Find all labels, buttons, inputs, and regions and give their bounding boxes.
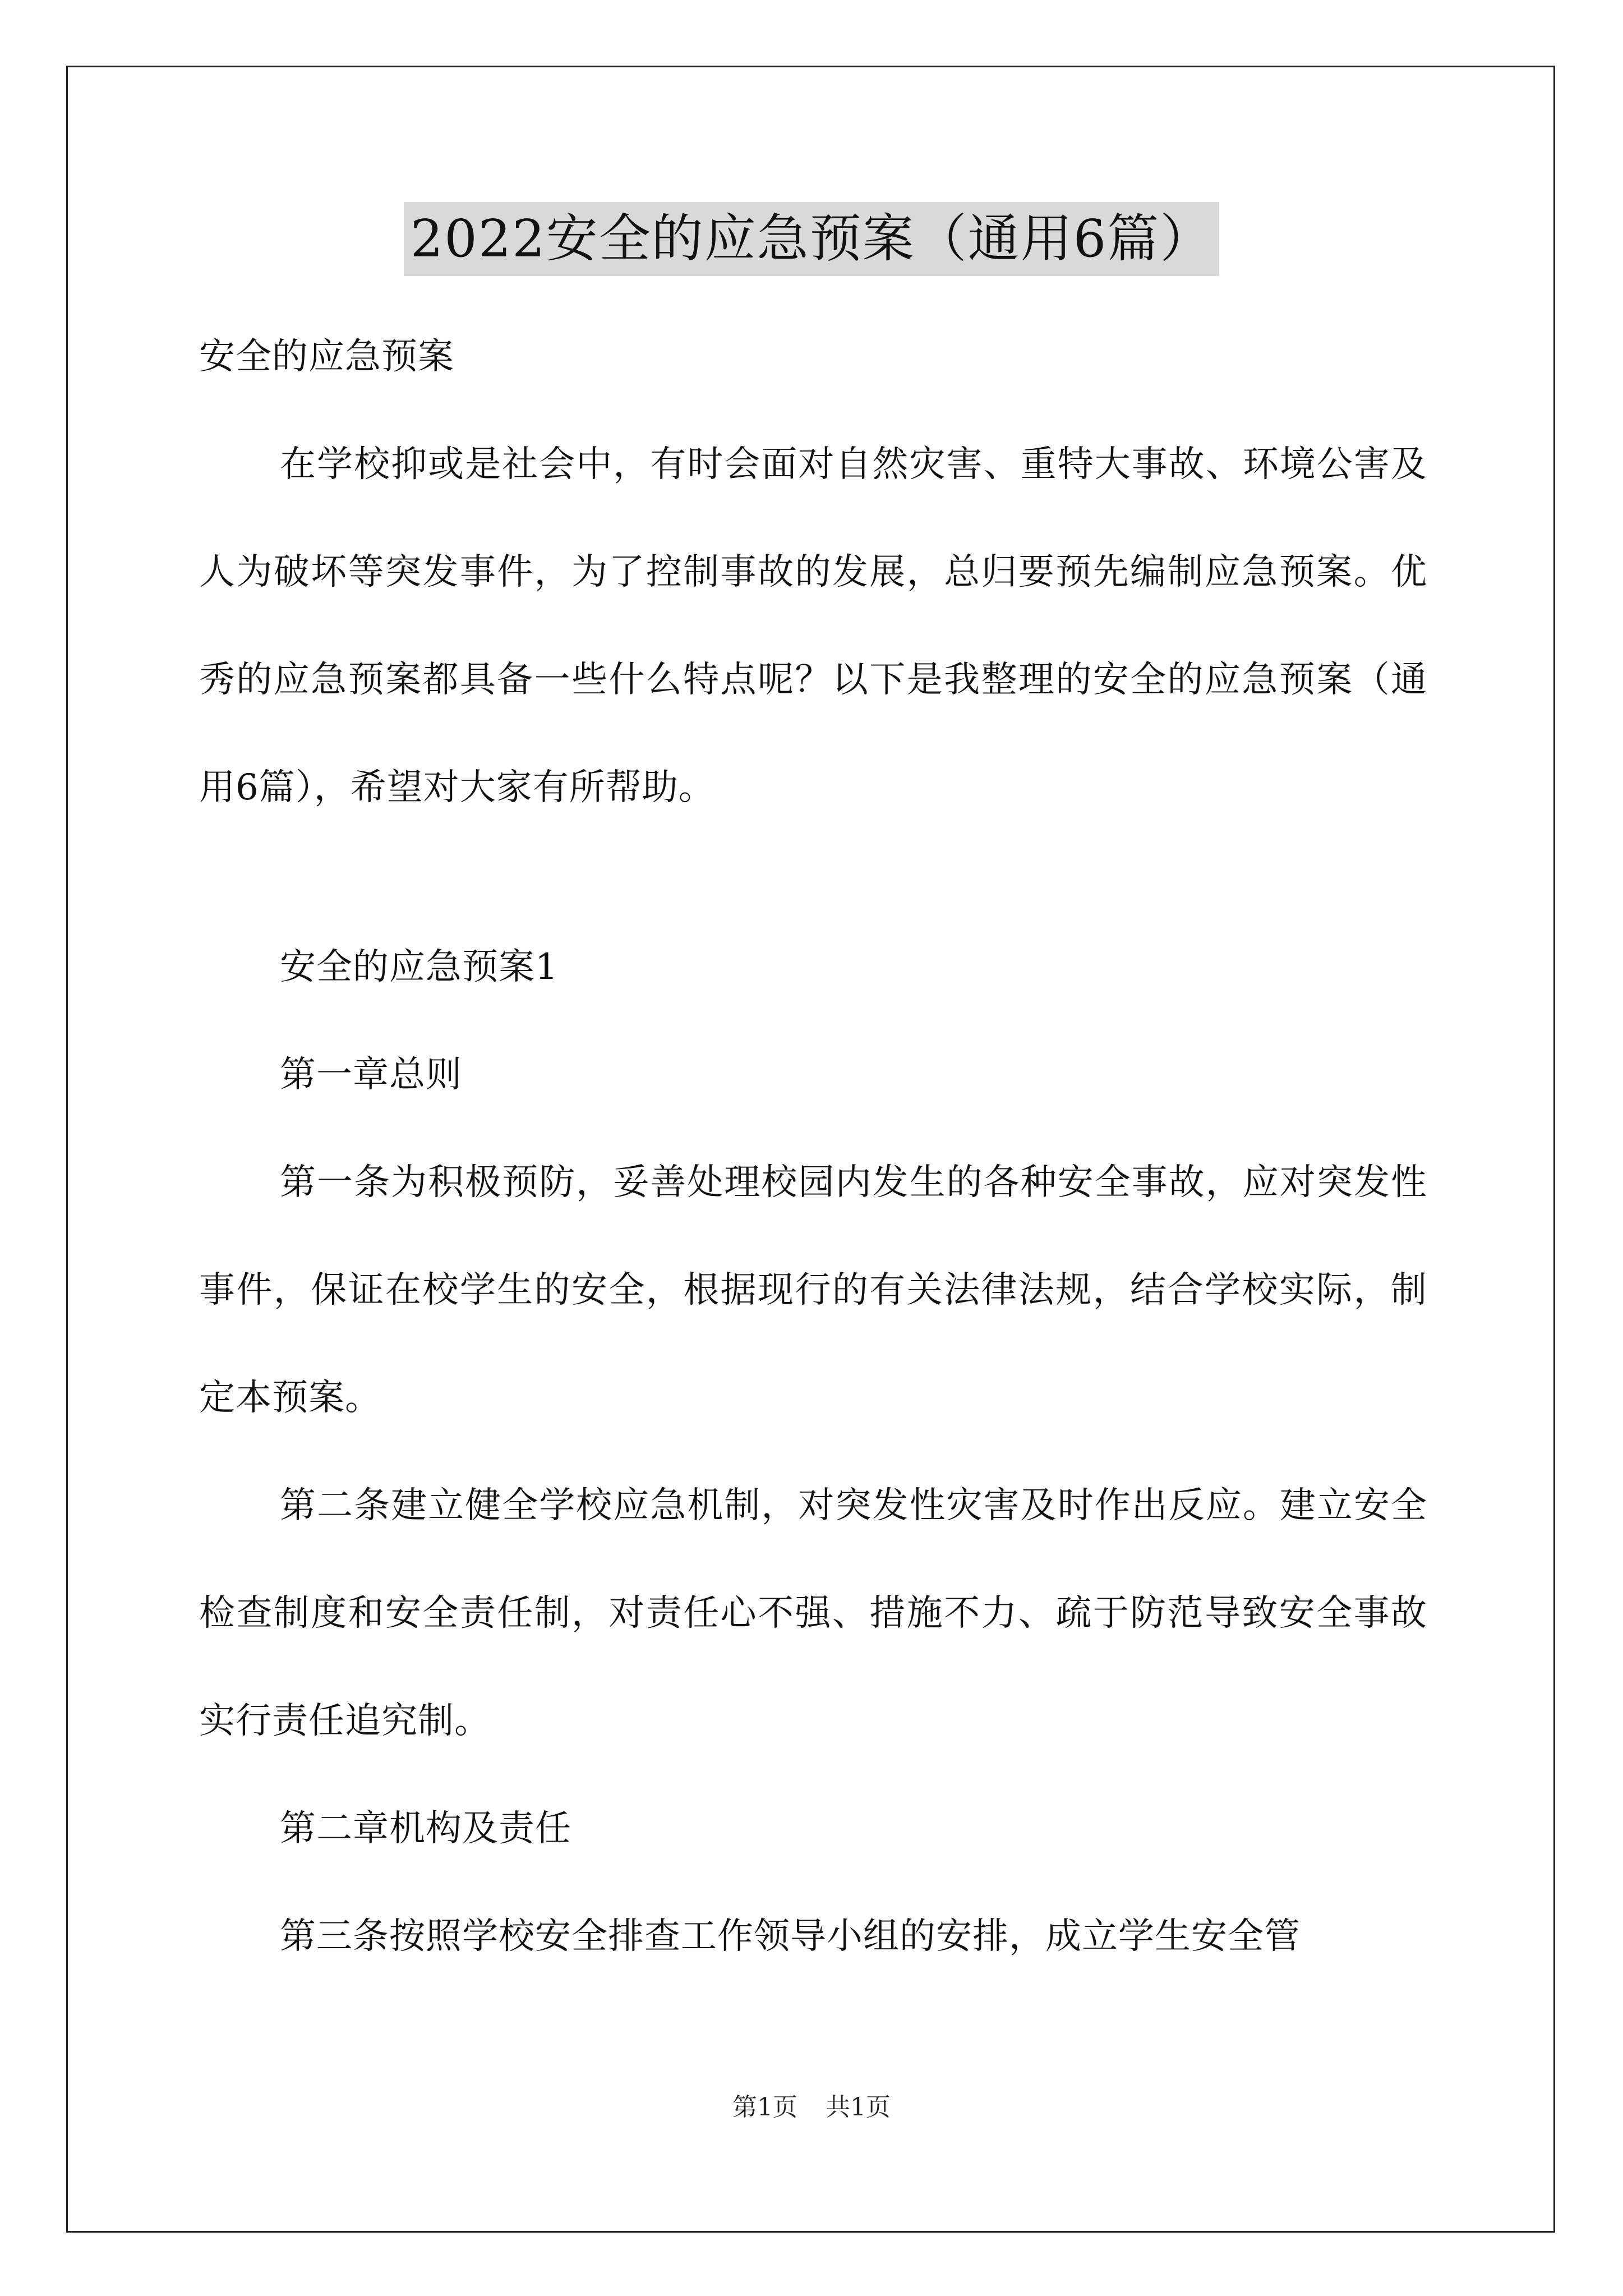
chapter-heading: 第一章总则 xyxy=(280,1054,462,1096)
section-heading: 安全的应急预案1 xyxy=(280,946,559,988)
article-paragraph: 第二条建立健全学校应急机制，对突发性灾害及时作出反应。建立安全检查制度和安全责任制，对责任心不强、措施不力、疏于防范导致安全事故实行责任追究制。 xyxy=(199,1485,1427,1742)
page-footer xyxy=(0,2087,1623,2123)
article-paragraph: 第一条为积极预防，妥善处理校园内发生的各种安全事故，应对突发性事件，保证在校学生的安全，根据现行的有关法律法规，结合学校实际，制定本预案。 xyxy=(199,1162,1427,1419)
intro-paragraph: 在学校抑或是社会中，有时会面对自然灾害、重特大事故、环境公害及人为破坏等突发事件，为了控制事故的发展，总归要预先编制应急预案。优秀的应急预案都具备一些什么特点呢？以下是我整理的安全的应急预案（通用6篇），希望对大家有所帮助。 xyxy=(199,444,1427,808)
title-container xyxy=(0,202,1623,276)
section-spacer xyxy=(199,841,1427,913)
page-number: 第1页 xyxy=(732,2093,797,2122)
page-total: 共1页 xyxy=(826,2093,891,2122)
chapter-heading: 第二章机构及责任 xyxy=(280,1808,571,1849)
document-body xyxy=(199,303,1427,1990)
document-subtitle: 安全的应急预案 xyxy=(199,336,454,378)
document-title: 2022安全的应急预案（通用6篇） xyxy=(404,202,1220,276)
article-paragraph: 第三条按照学校安全排查工作领导小组的安排，成立学生安全管 xyxy=(280,1916,1301,1957)
